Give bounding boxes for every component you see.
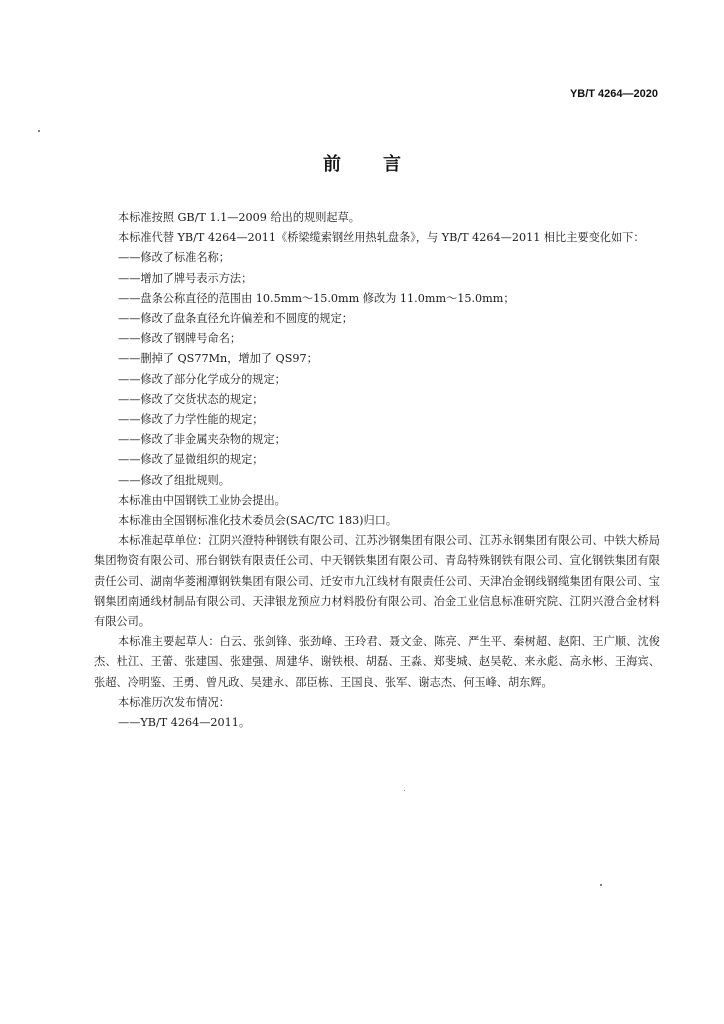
change-item: ——增加了牌号表示方法；: [118, 271, 253, 285]
changes-list: [94, 248, 660, 490]
history-item: ——YB/T 4264—2011。: [118, 716, 251, 730]
history-heading: 本标准历次发布情况：: [118, 695, 230, 709]
change-item: ——修改了交货状态的规定；: [118, 392, 264, 406]
foreword-body: [94, 208, 660, 733]
change-item: ——修改了部分化学成分的规定；: [118, 372, 286, 386]
change-item: ——删掉了 QS77Mn，增加了 QS97；: [118, 352, 318, 366]
page-title: 前言: [323, 154, 443, 175]
change-item: ——修改了非金属夹杂物的规定；: [118, 433, 286, 447]
change-item: ——修改了盘条直径允许偏差和不圆度的规定；: [118, 312, 353, 326]
scan-speck: [404, 790, 405, 791]
intro-paragraph: 本标准按照 GB/T 1.1—2009 给出的规则起草。: [118, 211, 360, 224]
managed-by: 本标准由全国钢标准化技术委员会(SAC/TC 183)归口。: [118, 514, 398, 528]
proposed-by: 本标准由中国钢铁工业协会提出。: [118, 493, 286, 507]
drafting-units: 本标准起草单位：江阴兴澄特种钢铁有限公司、江苏沙钢集团有限公司、江苏永钢集团有限公司、中铁大桥局集团物资有限公司、邢台钢铁有限责任公司、中天钢铁集团有限公司、青岛特殊钢铁有限公司、宣化钢铁集团有限责任公司、湖南华菱湘潭钢铁集团有限公司、迁安市九江线材有限责任公司、天津冶金钢线钢缆集团有限公司、宝钢集团南通线材制品有限公司、天津银龙预应力材料股份有限公司、冶金工业信息标准研究院、江阴兴澄合金材料有限公司。: [94, 534, 660, 629]
change-item: ——修改了标准名称；: [118, 251, 230, 265]
change-item: ——修改了显微组织的规定；: [118, 453, 264, 467]
change-item: ——修改了组批规则。: [118, 473, 230, 487]
change-item: ——盘条公称直径的范围由 10.5mm～15.0mm 修改为 11.0mm～15.0mm；: [118, 291, 515, 305]
intro-paragraph: 本标准代替 YB/T 4264—2011《桥梁缆索钢丝用热轧盘条》，与 YB/T 4264—2011 相比主要变化如下：: [118, 231, 645, 245]
change-item: ——修改了钢牌号命名；: [118, 332, 242, 346]
scan-speck: [600, 884, 602, 886]
drafters: 本标准主要起草人：白云、张剑锋、张劲峰、王玲君、聂文金、陈亮、严生平、秦树超、赵阳、王广顺、沈俊杰、杜江、王蕾、张建国、张建强、周建华、谢铁根、胡磊、王淼、郑斐城、赵吴乾、来永彪、高永彬、王海宾、张超、冷明鉴、王勇、曾凡政、吴建永、邵臣栋、王国良、张军、谢志杰、何玉峰、胡东辉。: [94, 635, 660, 689]
change-item: ——修改了力学性能的规定；: [118, 413, 264, 427]
standard-number: YB/T 4264—2020: [569, 88, 658, 100]
scan-speck: [38, 130, 40, 132]
